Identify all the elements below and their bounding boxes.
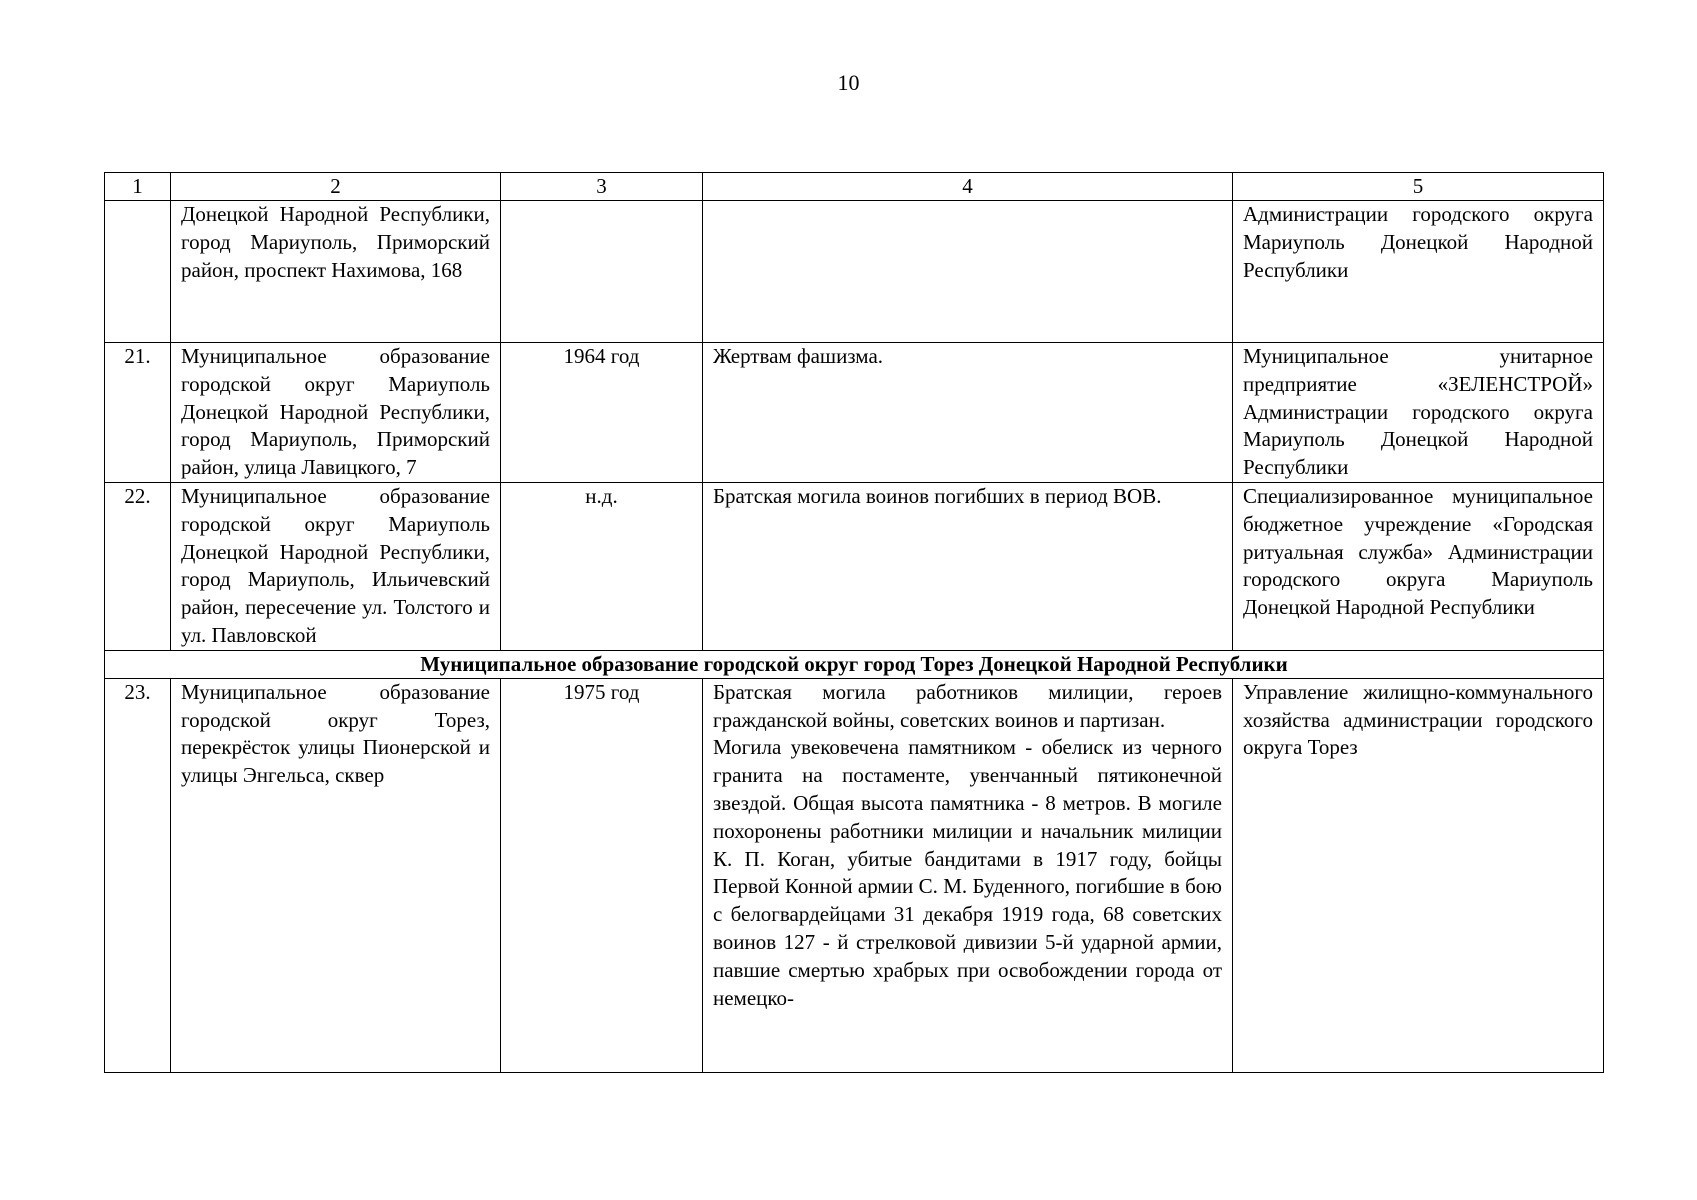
description-paragraph: Братская могила работников милиции, героев гражданской войны, советских воинов и партизан. (713, 679, 1222, 732)
table-row-continuation (105, 201, 1604, 343)
table-row (105, 343, 1604, 483)
description-cell (703, 678, 1233, 1072)
date-cell: 1964 год (501, 343, 703, 483)
description-cell: Братская могила воинов погибших в период ВОВ. (703, 482, 1233, 650)
column-number-row (105, 173, 1604, 201)
responsible-cell: Специализированное муниципальное бюджетное учреждение «Городская ритуальная служба» Администрации городского округа Мариуполь Донецкой Народной Республики (1233, 482, 1604, 650)
memorials-table (104, 172, 1604, 1073)
section-header-row (105, 650, 1604, 678)
column-number-5: 5 (1233, 173, 1604, 201)
responsible-cell: Администрации городского округа Мариуполь Донецкой Народной Республики (1233, 201, 1604, 343)
description-cell: Жертвам фашизма. (703, 343, 1233, 483)
page-number: 10 (837, 70, 860, 95)
row-number-cell: 22. (105, 482, 171, 650)
column-number-4: 4 (703, 173, 1233, 201)
column-number-2: 2 (171, 173, 501, 201)
table-row (105, 678, 1604, 1072)
row-number-cell: 21. (105, 343, 171, 483)
date-cell: н.д. (501, 482, 703, 650)
row-number-cell (105, 201, 171, 343)
address-cell: Муниципальное образование городской округ Мариуполь Донецкой Народной Республики, город Мариуполь, Приморский район, улица Лавицкого, 7 (171, 343, 501, 483)
responsible-cell: Муниципальное унитарное предприятие «ЗЕЛЕНСТРОЙ» Администрации городского округа Мариуполь Донецкой Народной Республики (1233, 343, 1604, 483)
responsible-cell: Управление жилищно-коммунального хозяйства администрации городского округа Торез (1233, 678, 1604, 1072)
table-row (105, 482, 1604, 650)
description-cell (703, 201, 1233, 343)
description-paragraph: Могила увековечена памятником - обелиск из черного гранита на постаменте, увенчанный пятиконечной звездой. Общая высота памятника - 8 метров. В могиле похоронены работники милиции и начальник милиции К. П. Коган, убитые бандитами в 1917 году, бойцы Первой Конной армии С. М. Буденного, погибшие в бою с белогвардейцами 31 декабря 1919 года, 68 советских воинов 127 - й стрелковой дивизии 5-й ударной армии, павшие смертью храбрых при освобождении города от немецко- (713, 735, 1222, 1010)
date-cell (501, 201, 703, 343)
date-cell: 1975 год (501, 678, 703, 1072)
address-cell: Муниципальное образование городской округ Торез, перекрёсток улицы Пионерской и улицы Энгельса, сквер (171, 678, 501, 1072)
address-cell: Муниципальное образование городской округ Мариуполь Донецкой Народной Республики, город Мариуполь, Ильичевский район, пересечение ул. Толстого и ул. Павловской (171, 482, 501, 650)
column-number-3: 3 (501, 173, 703, 201)
section-title: Муниципальное образование городской округ город Торез Донецкой Народной Республики (105, 650, 1604, 678)
row-number-cell: 23. (105, 678, 171, 1072)
address-cell: Донецкой Народной Республики, город Мариуполь, Приморский район, проспект Нахимова, 168 (171, 201, 501, 343)
column-number-1: 1 (105, 173, 171, 201)
